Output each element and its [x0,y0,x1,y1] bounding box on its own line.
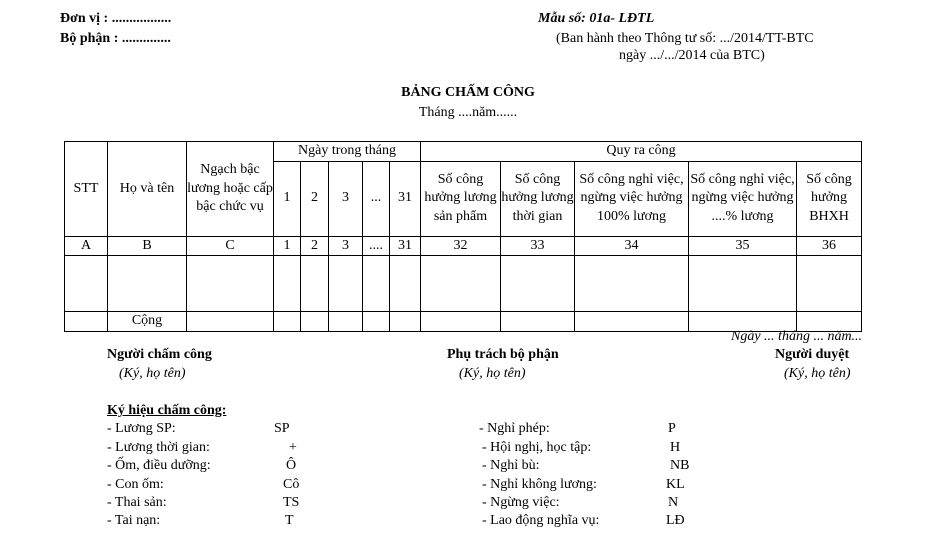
code-cell: 2 [301,236,329,256]
col-quy-ra-percent: Số công nghỉ việc, ngừng việc hưởng ....% lương [689,161,797,236]
legend-label: - Lao động nghĩa vụ: [482,513,600,528]
timesheet-table [64,141,862,332]
signature-note-cham-cong: (Ký, họ tên) [119,366,186,381]
code-cell: 36 [797,236,862,256]
group-days: Ngày trong tháng [274,142,421,162]
col-day: ... [363,161,390,236]
col-day: 3 [329,161,363,236]
legend-label: - Lương SP: [107,421,176,436]
legend-label: - Tai nạn: [107,513,161,528]
empty-row [65,256,862,312]
code-cell: 31 [390,236,421,256]
col-ngach: Ngạch bậc lương hoặc cấp bậc chức vụ [187,142,274,237]
legend-code: Cô [283,477,300,492]
col-day: 2 [301,161,329,236]
form-number: Mẫu số: 01a- LĐTL [538,11,655,26]
legend-label: - Nghỉ không lương: [482,477,597,492]
code-cell: 1 [274,236,301,256]
group-quy-ra: Quy ra công [421,142,862,162]
issuance-note-line1: (Ban hành theo Thông tư số: .../2014/TT-BTC [556,31,814,46]
code-row [65,236,862,256]
signature-title-cham-cong: Người chấm công [107,347,212,362]
legend-label: - Thai sản: [107,495,167,510]
signature-note-duyet: (Ký, họ tên) [784,366,851,381]
legend-heading: Ký hiệu chấm công: [107,403,227,418]
code-cell: .... [363,236,390,256]
date-line: Ngày ... tháng ... năm... [731,329,863,344]
legend-code: + [289,440,297,455]
legend-code: Ô [286,458,297,473]
legend-code: TS [283,495,300,510]
legend-code: NB [670,458,690,473]
signature-title-duyet: Người duyệt [775,347,850,362]
signature-note-phu-trach: (Ký, họ tên) [459,366,526,381]
col-quy-ra-thoi-gian: Số công hưởng lương thời gian [501,161,575,236]
legend-code: KL [666,477,685,492]
legend-label: - Ngừng việc: [482,495,560,510]
legend-label: - Ốm, điều dưỡng: [107,458,211,473]
code-cell: B [108,236,187,256]
code-cell: 35 [689,236,797,256]
col-stt: STT [65,142,108,237]
legend-label: - Nghỉ phép: [479,421,550,436]
col-name: Họ và tên [108,142,187,237]
document-subtitle: Tháng ....năm...... [418,105,518,120]
col-quy-ra-san-pham: Số công hưởng lương sản phẩm [421,161,501,236]
col-quy-ra-bhxh: Số công hưởng BHXH [797,161,862,236]
code-cell: 34 [575,236,689,256]
code-cell: C [187,236,274,256]
col-quy-ra-100: Số công nghỉ việc, ngừng việc hưởng 100% lương [575,161,689,236]
legend-code: H [670,440,681,455]
col-day: 31 [390,161,421,236]
code-cell: 33 [501,236,575,256]
document-title: BẢNG CHẤM CÔNG [401,85,535,100]
total-label: Cộng [108,312,187,332]
legend-label: - Nghỉ bù: [482,458,540,473]
legend-code: SP [274,421,290,436]
legend-label: - Con ốm: [107,477,164,492]
bo-phan-label: Bộ phận : .............. [60,31,171,46]
legend-code: P [668,421,676,436]
legend-code: LĐ [666,513,685,528]
signature-title-phu-trach: Phụ trách bộ phận [447,347,559,362]
code-cell: A [65,236,108,256]
legend-label: - Hội nghị, học tập: [482,440,592,455]
code-cell: 3 [329,236,363,256]
code-cell: 32 [421,236,501,256]
issuance-note-line2: ngày .../.../2014 của BTC) [619,48,765,63]
legend-code: N [668,495,679,510]
don-vi-label: Đơn vị : ................. [60,11,172,26]
col-day: 1 [274,161,301,236]
legend-code: T [285,513,294,528]
legend-label: - Lương thời gian: [107,440,210,455]
